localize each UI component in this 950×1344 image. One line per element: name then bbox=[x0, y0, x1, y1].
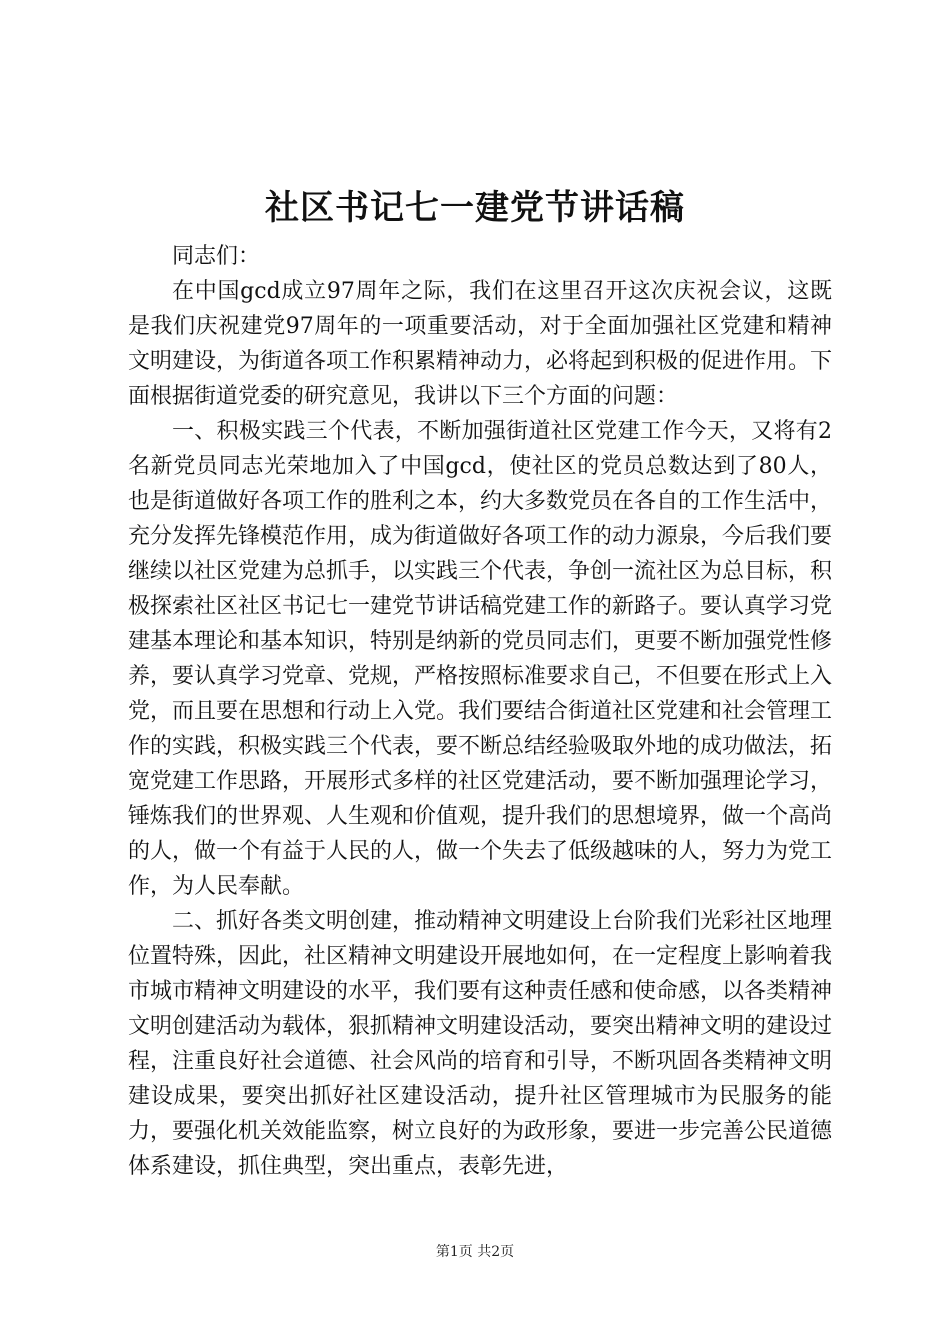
section-two-paragraph: 二、抓好各类文明创建，推动精神文明建设上台阶我们光彩社区地理位置特殊，因此，社区精神文明建设开展地如何，在一定程度上影响着我市城市精神文明建设的水平，我们要有这种责任感和使命感，以各类精神文明创建活动为载体，狠抓精神文明建设活动，要突出精神文明的建设过程，注重良好社会道德、社会风尚的培育和引导，不断巩固各类精神文明建设成果，要突出抓好社区建设活动，提升社区管理城市为民服务的能力，要强化机关效能监察，树立良好的为政形象，要进一步完善公民道德体系建设，抓住典型，突出重点，表彰先进， bbox=[128, 909, 833, 1179]
intro-paragraph: 在中国gcd成立97周年之际，我们在这里召开这次庆祝会议，这既是我们庆祝建党97周年的一项重要活动，对于全面加强社区党建和精神文明建设，为街道各项工作积累精神动力，必将起到积极的促进作用。下面根据街道党委的研究意见，我讲以下三个方面的问题： bbox=[128, 279, 833, 409]
page-number-footer: 第1页 共2页 bbox=[435, 1244, 515, 1260]
salutation-paragraph: 同志们： bbox=[172, 244, 261, 269]
section-one-paragraph: 一、积极实践三个代表，不断加强街道社区党建工作今天，又将有2名新党员同志光荣地加入了中国gcd，使社区的党员总数达到了80人，也是街道做好各项工作的胜利之本，约大多数党员在各自的工作生活中，充分发挥先锋模范作用，成为街道做好各项工作的动力源泉，今后我们要继续以社区党建为总抓手，以实践三个代表，争创一流社区为总目标，积极探索社区社区书记七一建党节讲话稿党建工作的新路子。要认真学习党建基本理论和基本知识，特别是纳新的党员同志们，更要不断加强党性修养，要认真学习党章、党规，严格按照标准要求自己，不但要在形式上入党，而且要在思想和行动上入党。我们要结合街道社区党建和社会管理工作的实践，积极实践三个代表，要不断总结经验吸取外地的成功做法，拓宽党建工作思路，开展形式多样的社区党建活动，要不断加强理论学习，锤炼我们的世界观、人生观和价值观，提升我们的思想境界，做一个高尚的人，做一个有益于人民的人，做一个失去了低级越味的人，努力为党工作，为人民奉献。 bbox=[128, 419, 833, 899]
page-title: 社区书记七一建党节讲话稿 bbox=[265, 188, 685, 228]
document-body bbox=[128, 239, 832, 1184]
